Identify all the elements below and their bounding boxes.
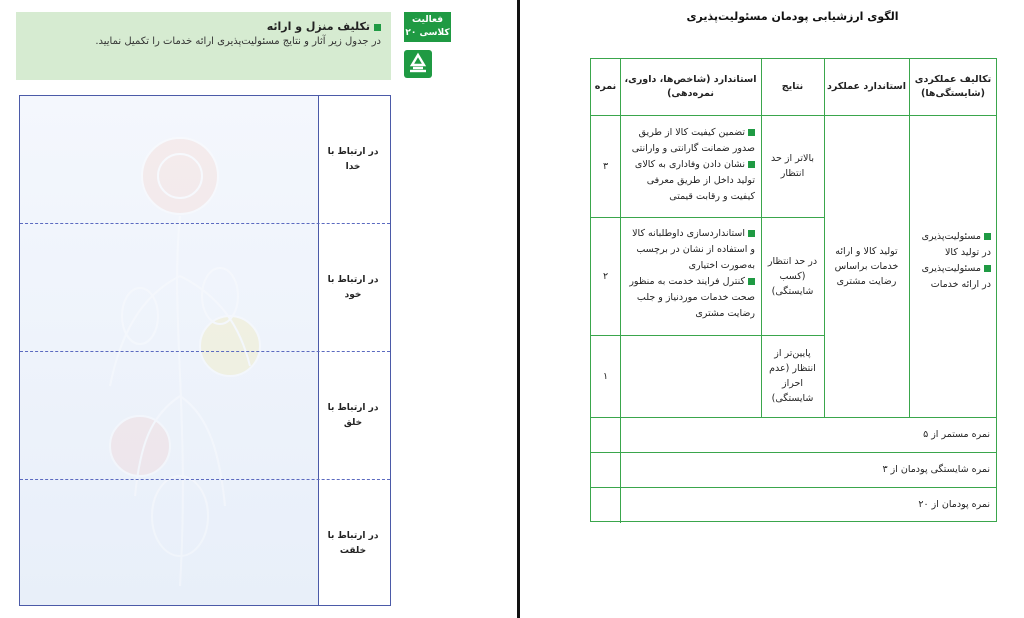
bullet-square-icon — [984, 233, 991, 240]
performance-standard-cell: تولید کالا و ارائه خدمات براساس رضایت مشتری — [834, 245, 899, 287]
header-standard: استاندارد (شاخص‌ها، داوری، نمره‌دهی) — [624, 74, 757, 99]
module-score-label: نمره پودمان از ۲۰ — [918, 499, 990, 510]
bullet-square-icon — [748, 161, 755, 168]
header-score: نمره — [594, 81, 617, 92]
competency-score-label: نمره شایستگی پودمان از ۳ — [882, 464, 990, 475]
bullet-square-icon — [748, 230, 755, 237]
activity-badge — [404, 12, 451, 42]
rubric-title: الگوی ارزشیابی پودمان مسئولیت‌پذیری — [686, 10, 899, 23]
bullet-square-icon — [374, 24, 381, 31]
task-item: مسئولیت‌پذیری در تولید کالا — [921, 231, 991, 258]
result-cell: بالاتر از حد انتظار — [771, 153, 814, 179]
evaluation-rubric-table — [590, 58, 997, 522]
continuous-score-label: نمره مستمر از ۵ — [923, 429, 990, 440]
score-cell: ۳ — [602, 160, 609, 172]
standard-cell: استانداردسازی داوطلبانه کالا و استفاده از نشان در برچسب به‌صورت اختیاری کنترل فرایند خدمت به منظور صحت خدمات موردنیاز و جلب رضایت مشتری — [629, 228, 755, 319]
bullet-square-icon — [748, 278, 755, 285]
table-row — [20, 351, 390, 480]
header-performance-standard: استاندارد عملکرد — [826, 81, 907, 92]
bullet-square-icon — [984, 265, 991, 272]
responsibility-table — [19, 95, 391, 606]
header-tasks: تکالیف عملکردی (شایستگی‌ها) — [914, 74, 992, 99]
homework-box — [16, 12, 391, 80]
table-row — [20, 479, 390, 606]
result-cell: پایین‌تر از انتظار (عدم احراز شایستگی) — [769, 348, 816, 404]
activity-badge-line2: کلاسی ۲۰ — [405, 28, 450, 38]
homework-description: در جدول زیر آثار و نتایج مسئولیت‌پذیری ارائه خدمات را تکمیل نمایید. — [95, 36, 381, 47]
row-label: در ارتباط با خدا — [327, 146, 379, 172]
score-cell: ۱ — [602, 370, 609, 382]
recycle-icon — [404, 50, 432, 78]
page-divider — [517, 0, 520, 618]
result-cell: در حد انتظار (کسب شایستگی) — [767, 255, 818, 297]
table-row — [20, 96, 390, 223]
row-label: در ارتباط با خلقت — [327, 531, 379, 556]
tasks-cell — [909, 229, 997, 293]
standard-cell: تضمین کیفیت کالا از طریق صدور ضمانت گارانتی و وارانتی نشان دادن وفاداری به کالای تولید داخل از طریق معرفی کیفیت و رقابت قیمتی — [631, 127, 755, 202]
row-label: در ارتباط با خود — [327, 275, 379, 300]
table-row — [20, 223, 390, 352]
activity-badge-line1: فعالیت — [412, 15, 443, 25]
bullet-square-icon — [748, 129, 755, 136]
header-results: نتایج — [781, 81, 804, 92]
task-item: مسئولیت‌پذیری در ارائه خدمات — [921, 263, 991, 290]
standard-cell-empty — [620, 335, 761, 417]
score-cell: ۲ — [602, 270, 609, 282]
homework-title: تکلیف منزل و ارائه — [26, 20, 381, 33]
row-label: در ارتباط با خلق — [327, 403, 379, 428]
